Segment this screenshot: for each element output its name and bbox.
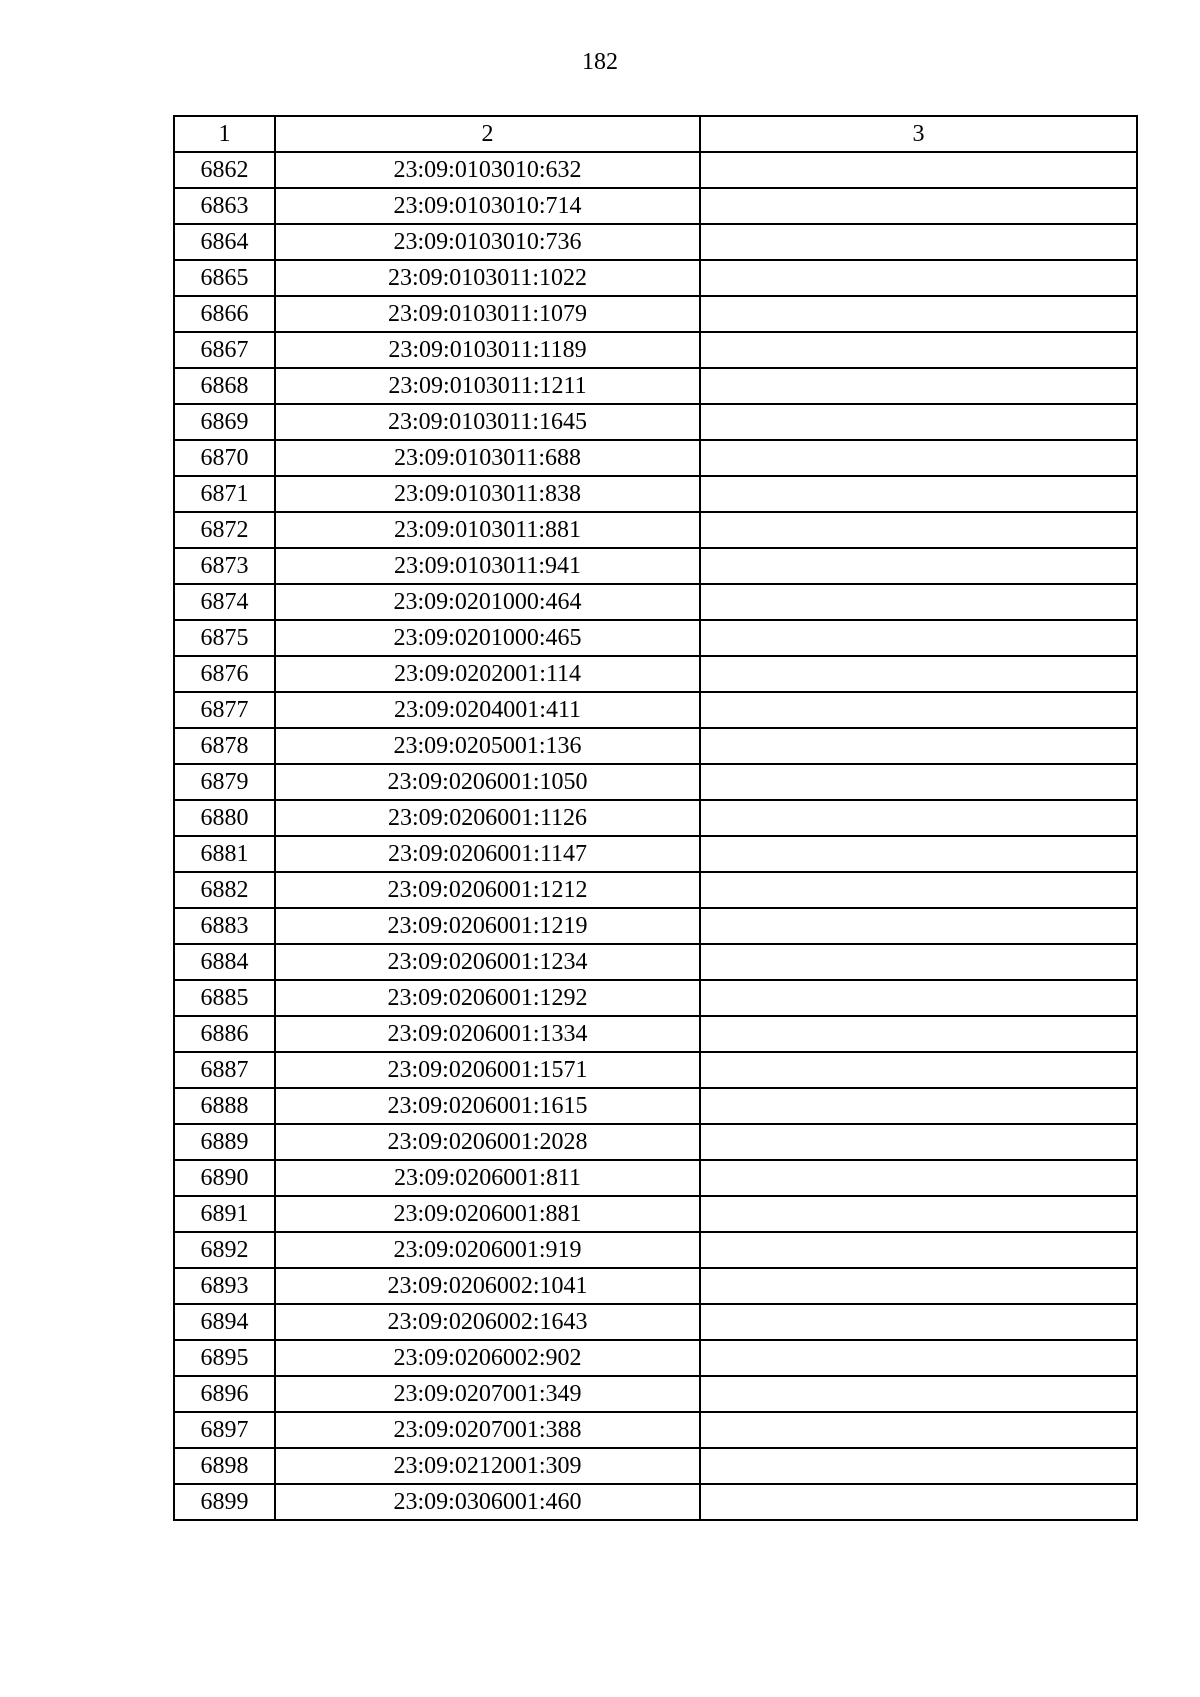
note-cell [700, 1052, 1137, 1088]
table-row [174, 476, 1137, 512]
row-number-cell: 6888 [174, 1088, 275, 1124]
table-row [174, 152, 1137, 188]
row-number-cell: 6884 [174, 944, 275, 980]
table-row [174, 1232, 1137, 1268]
note-cell [700, 404, 1137, 440]
cadastral-number-cell: 23:09:0206001:1292 [275, 980, 700, 1016]
table-row [174, 980, 1137, 1016]
column-header-2: 2 [275, 116, 700, 152]
table-header-row [174, 116, 1137, 152]
row-number-cell: 6890 [174, 1160, 275, 1196]
table-row [174, 1160, 1137, 1196]
note-cell [700, 584, 1137, 620]
table-row [174, 368, 1137, 404]
cadastral-number-cell: 23:09:0206002:902 [275, 1340, 700, 1376]
column-header-1: 1 [174, 116, 275, 152]
table-row [174, 1412, 1137, 1448]
note-cell [700, 1340, 1137, 1376]
row-number-cell: 6871 [174, 476, 275, 512]
note-cell [700, 656, 1137, 692]
cadastral-number-cell: 23:09:0212001:309 [275, 1448, 700, 1484]
table-row [174, 296, 1137, 332]
cadastral-number-cell: 23:09:0206001:1219 [275, 908, 700, 944]
table-row [174, 800, 1137, 836]
table-row [174, 224, 1137, 260]
cadastral-number-cell: 23:09:0206001:1147 [275, 836, 700, 872]
row-number-cell: 6889 [174, 1124, 275, 1160]
note-cell [700, 476, 1137, 512]
table-row [174, 260, 1137, 296]
note-cell [700, 944, 1137, 980]
note-cell [700, 152, 1137, 188]
table-row [174, 1124, 1137, 1160]
cadastral-number-cell: 23:09:0103011:1211 [275, 368, 700, 404]
cadastral-number-cell: 23:09:0206001:919 [275, 1232, 700, 1268]
row-number-cell: 6885 [174, 980, 275, 1016]
row-number-cell: 6892 [174, 1232, 275, 1268]
note-cell [700, 1088, 1137, 1124]
cadastral-number-cell: 23:09:0103011:1022 [275, 260, 700, 296]
note-cell [700, 764, 1137, 800]
row-number-cell: 6870 [174, 440, 275, 476]
row-number-cell: 6896 [174, 1376, 275, 1412]
cadastral-number-cell: 23:09:0103010:632 [275, 152, 700, 188]
note-cell [700, 296, 1137, 332]
table-row [174, 908, 1137, 944]
cadastral-number-cell: 23:09:0206001:2028 [275, 1124, 700, 1160]
row-number-cell: 6867 [174, 332, 275, 368]
cadastral-number-cell: 23:09:0206001:811 [275, 1160, 700, 1196]
row-number-cell: 6883 [174, 908, 275, 944]
note-cell [700, 1412, 1137, 1448]
cadastral-number-cell: 23:09:0103011:1079 [275, 296, 700, 332]
table-row [174, 620, 1137, 656]
cadastral-number-cell: 23:09:0204001:411 [275, 692, 700, 728]
row-number-cell: 6877 [174, 692, 275, 728]
table-row [174, 332, 1137, 368]
row-number-cell: 6873 [174, 548, 275, 584]
row-number-cell: 6868 [174, 368, 275, 404]
row-number-cell: 6887 [174, 1052, 275, 1088]
row-number-cell: 6869 [174, 404, 275, 440]
row-number-cell: 6893 [174, 1268, 275, 1304]
cadastral-number-cell: 23:09:0103011:688 [275, 440, 700, 476]
table-row [174, 656, 1137, 692]
cadastral-table [173, 115, 1138, 1521]
row-number-cell: 6882 [174, 872, 275, 908]
table-row [174, 1448, 1137, 1484]
note-cell [700, 512, 1137, 548]
table-row [174, 1196, 1137, 1232]
row-number-cell: 6874 [174, 584, 275, 620]
column-header-3: 3 [700, 116, 1137, 152]
note-cell [700, 872, 1137, 908]
cadastral-number-cell: 23:09:0103011:1645 [275, 404, 700, 440]
cadastral-number-cell: 23:09:0103011:941 [275, 548, 700, 584]
note-cell [700, 368, 1137, 404]
table-row [174, 1268, 1137, 1304]
note-cell [700, 908, 1137, 944]
note-cell [700, 1160, 1137, 1196]
note-cell [700, 332, 1137, 368]
note-cell [700, 548, 1137, 584]
note-cell [700, 1304, 1137, 1340]
row-number-cell: 6878 [174, 728, 275, 764]
note-cell [700, 440, 1137, 476]
table-row [174, 188, 1137, 224]
note-cell [700, 1268, 1137, 1304]
cadastral-number-cell: 23:09:0207001:388 [275, 1412, 700, 1448]
cadastral-number-cell: 23:09:0206001:1234 [275, 944, 700, 980]
cadastral-number-cell: 23:09:0206001:1571 [275, 1052, 700, 1088]
row-number-cell: 6880 [174, 800, 275, 836]
row-number-cell: 6899 [174, 1484, 275, 1520]
row-number-cell: 6894 [174, 1304, 275, 1340]
note-cell [700, 728, 1137, 764]
note-cell [700, 980, 1137, 1016]
row-number-cell: 6872 [174, 512, 275, 548]
table-row [174, 1016, 1137, 1052]
row-number-cell: 6866 [174, 296, 275, 332]
row-number-cell: 6897 [174, 1412, 275, 1448]
table-row [174, 548, 1137, 584]
note-cell [700, 620, 1137, 656]
note-cell [700, 224, 1137, 260]
note-cell [700, 1484, 1137, 1520]
cadastral-number-cell: 23:09:0202001:114 [275, 656, 700, 692]
cadastral-number-cell: 23:09:0103011:838 [275, 476, 700, 512]
table-row [174, 1340, 1137, 1376]
cadastral-number-cell: 23:09:0205001:136 [275, 728, 700, 764]
table-row [174, 584, 1137, 620]
table-row [174, 1304, 1137, 1340]
table-body [174, 152, 1137, 1520]
cadastral-number-cell: 23:09:0103011:881 [275, 512, 700, 548]
note-cell [700, 1196, 1137, 1232]
row-number-cell: 6875 [174, 620, 275, 656]
table-row [174, 692, 1137, 728]
table-row [174, 836, 1137, 872]
note-cell [700, 260, 1137, 296]
row-number-cell: 6895 [174, 1340, 275, 1376]
table-row [174, 872, 1137, 908]
cadastral-number-cell: 23:09:0206001:1334 [275, 1016, 700, 1052]
row-number-cell: 6862 [174, 152, 275, 188]
row-number-cell: 6876 [174, 656, 275, 692]
table-row [174, 1088, 1137, 1124]
row-number-cell: 6886 [174, 1016, 275, 1052]
note-cell [700, 1448, 1137, 1484]
table-row [174, 512, 1137, 548]
table-row [174, 1484, 1137, 1520]
cadastral-number-cell: 23:09:0201000:465 [275, 620, 700, 656]
row-number-cell: 6864 [174, 224, 275, 260]
row-number-cell: 6879 [174, 764, 275, 800]
table-row [174, 404, 1137, 440]
table-row [174, 440, 1137, 476]
cadastral-number-cell: 23:09:0206002:1643 [275, 1304, 700, 1340]
note-cell [700, 1016, 1137, 1052]
cadastral-number-cell: 23:09:0206001:1212 [275, 872, 700, 908]
cadastral-number-cell: 23:09:0206001:1126 [275, 800, 700, 836]
note-cell [700, 1124, 1137, 1160]
table-row [174, 944, 1137, 980]
table-row [174, 1052, 1137, 1088]
note-cell [700, 836, 1137, 872]
table-row [174, 1376, 1137, 1412]
cadastral-number-cell: 23:09:0103010:736 [275, 224, 700, 260]
page-number: 182 [582, 49, 618, 75]
cadastral-number-cell: 23:09:0206001:1615 [275, 1088, 700, 1124]
cadastral-number-cell: 23:09:0103010:714 [275, 188, 700, 224]
row-number-cell: 6881 [174, 836, 275, 872]
cadastral-number-cell: 23:09:0207001:349 [275, 1376, 700, 1412]
row-number-cell: 6898 [174, 1448, 275, 1484]
row-number-cell: 6863 [174, 188, 275, 224]
cadastral-number-cell: 23:09:0206002:1041 [275, 1268, 700, 1304]
cadastral-number-cell: 23:09:0206001:1050 [275, 764, 700, 800]
row-number-cell: 6865 [174, 260, 275, 296]
row-number-cell: 6891 [174, 1196, 275, 1232]
note-cell [700, 1376, 1137, 1412]
cadastral-number-cell: 23:09:0201000:464 [275, 584, 700, 620]
note-cell [700, 800, 1137, 836]
note-cell [700, 692, 1137, 728]
table-row [174, 728, 1137, 764]
cadastral-number-cell: 23:09:0306001:460 [275, 1484, 700, 1520]
cadastral-number-cell: 23:09:0206001:881 [275, 1196, 700, 1232]
note-cell [700, 188, 1137, 224]
note-cell [700, 1232, 1137, 1268]
cadastral-number-cell: 23:09:0103011:1189 [275, 332, 700, 368]
table-row [174, 764, 1137, 800]
